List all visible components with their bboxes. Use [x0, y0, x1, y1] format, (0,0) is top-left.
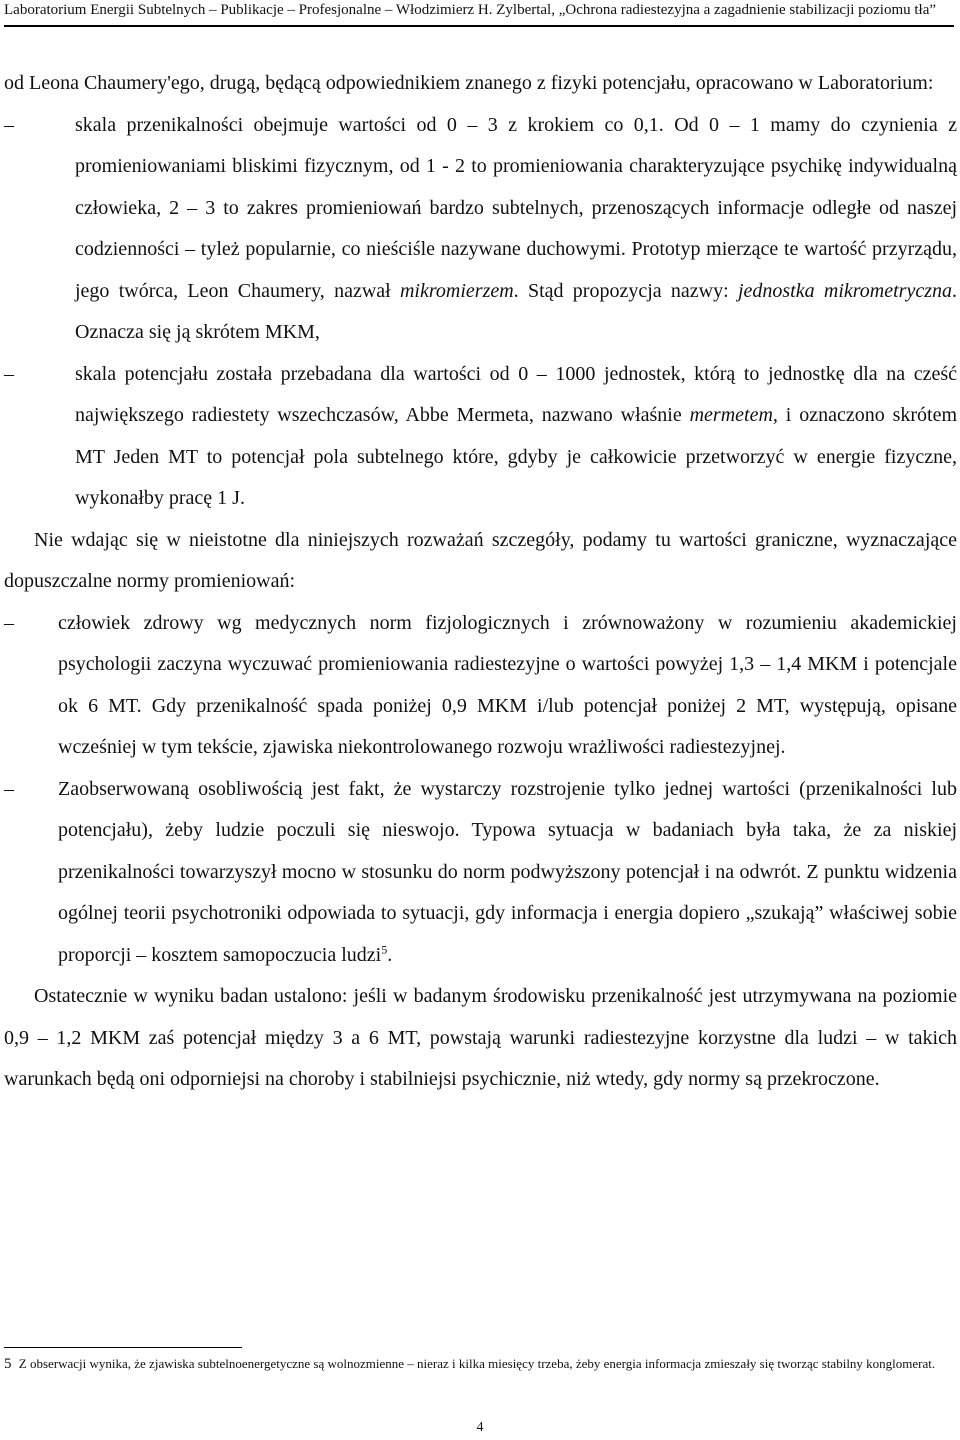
- list-item-healthy-human: – człowiek zdrowy wg medycznych norm fizjologicznych i zrównoważony w rozumieniu akademickiej psychologii zaczyna wyczuwać promieniowania radiestezyjne o wartości powyżej 1,3 – 1,4 MKM i potencjale ok 6 MT. Gdy przenikalność spada poniżej 0,9 MKM i/lub potencjał poniżej 2 MT, występują, opisane wcześniej w tym tekście, zjawiska niekontrolowanego rozwoju wrażliwości radiestezyjnej.: [4, 603, 957, 769]
- page-number: 4: [476, 1420, 484, 1435]
- main-text: [4, 63, 957, 1101]
- term-mermet: mermetem,: [689, 404, 778, 426]
- term-micrometric-unit: jednostka mikrometryczna: [737, 279, 952, 302]
- footnote-reference[interactable]: 5: [381, 941, 388, 956]
- header-text: Laboratorium Energii Subtelnych – Publikacje – Profesjonalne – Włodzimierz H. Zylbertal, „Ochrona radiestezyjna a zagadnienie stabilizacji poziomu tła”: [4, 2, 937, 18]
- page-header: [4, 0, 954, 27]
- dash-marker: –: [4, 113, 14, 136]
- list-item-permeability-scale: – skala przenikalności obejmuje wartości od 0 – 3 z krokiem co 0,1. Od 0 – 1 mamy do czynienia z promieniowaniami bliskimi fizycznym, od 1 - 2 to promieniowania charakteryzujące psychikę indywidualną człowieka, 2 – 3 to zakres promieniowań bardzo subtelnych, przenoszących informacje odległe od naszej codzienności – tyleż popularnie, co nieściśle nazywane duchowymi. Prototyp mierzące te wartość przyrządu, jego twórca, Leon Chaumery, nazwał mikromierzem. Stąd propozycja nazwy: jednostka mikrometryczna. Oznacza się ją skrótem MKM,: [4, 105, 957, 354]
- dash-marker: –: [4, 362, 14, 385]
- intro-paragraph: od Leona Chaumery'ego, drugą, będącą odpowiednikiem znanego z fizyki potencjału, opracowano w Laboratorium:: [4, 72, 934, 94]
- footnote-divider: [4, 1347, 242, 1348]
- footnote: [4, 1354, 954, 1374]
- term-micrometer: mikromierzem: [399, 279, 514, 302]
- footnote-text: Z obserwacji wynika, że zjawiska subtelnoenergetyczne są wolnozmienne – nieraz i kilka miesięcy trzeba, żeby energia informacja zmieszały się tworząc stabilny konglomerat.: [18, 1356, 936, 1371]
- list-item-observation: – Zaobserwowaną osobliwością jest fakt, że wystarczy rozstrojenie tylko jednej wartości (przenikalności lub potencjału), żeby ludzie poczuli się nieswojo. Typowa sytuacja w badaniach była taka, że za niskiej przenikalności towarzyszył mocno w stosunku do norm podwyższony potencjał i na odwrót. Z punktu widzenia ogólnej teorii psychotroniki odpowiada to sytuacji, gdy informacja i energia dopiero „szukają” właściwej sobie proporcji – kosztem samopoczucia ludzi$^5$.: [4, 769, 957, 977]
- list-item-potential-scale: – skala potencjału została przebadana dla wartości od 0 – 1000 jednostek, którą to jednostkę dla na cześć największego radiestety wszechczasów, Abbe Mermeta, nazwano właśnie mermetem, i oznaczono skrótem MT Jeden MT to potencjał pola subtelnego które, gdyby je całkowicie przetworzyć w energie fizyczne, wykonałby pracę 1 J.: [4, 354, 957, 520]
- dash-marker: –: [4, 611, 14, 634]
- paragraph-limits: Nie wdając się w nieistotne dla niniejszych rozważań szczegóły, podamy tu wartości graniczne, wyznaczające dopuszczalne normy promieniowań:: [4, 528, 957, 592]
- footnote-number: 5: [4, 1356, 12, 1372]
- dash-marker: –: [4, 777, 14, 800]
- paragraph-conclusion: Ostatecznie w wyniku badan ustalono: jeśli w badanym środowisku przenikalność jest utrzymywana na poziomie 0,9 – 1,2 MKM zaś potencjał między 3 a 6 MT, powstają warunki radiestezyjne korzystne dla ludzi – w takich warunkach będą oni odporniejsi na choroby i stabilniejsi psychicznie, niż wtedy, gdy normy są przekroczone.: [4, 985, 957, 1090]
